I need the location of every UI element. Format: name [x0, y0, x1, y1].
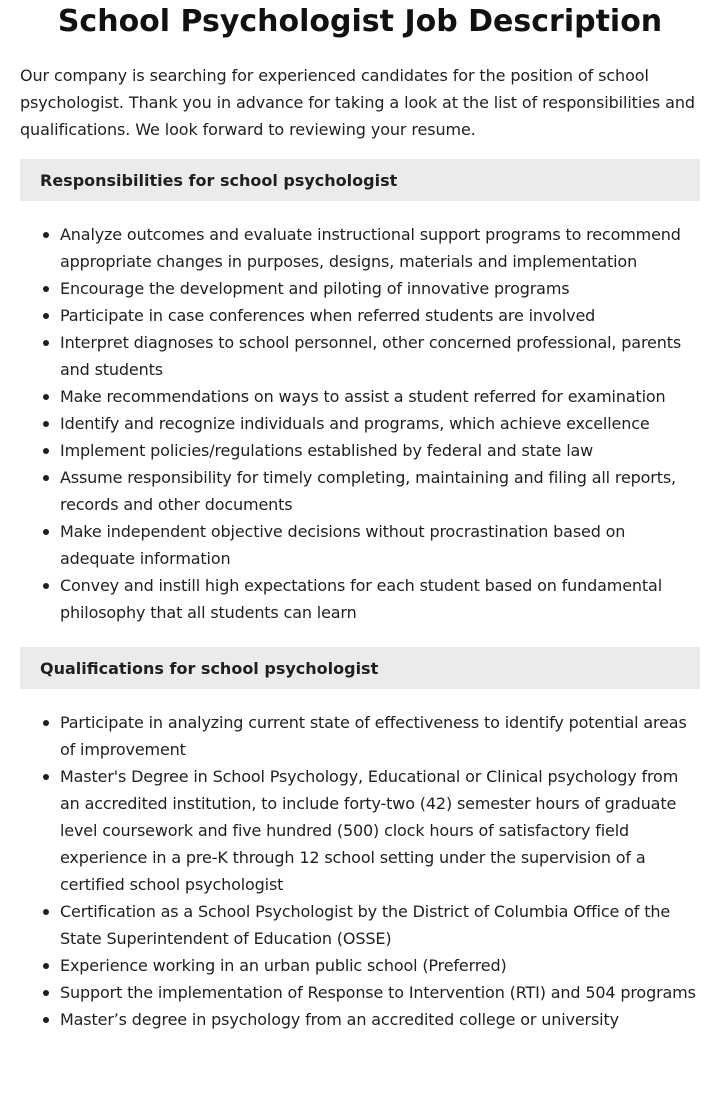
list-item: Participate in case conferences when referred students are involved: [60, 302, 700, 329]
list-item: Identify and recognize individuals and programs, which achieve excellence: [60, 410, 700, 437]
qualifications-list: [20, 709, 700, 1033]
responsibilities-heading-text: Responsibilities for school psychologist: [40, 170, 398, 190]
list-item: Experience working in an urban public school (Preferred): [60, 952, 700, 979]
list-item: Convey and instill high expectations for each student based on fundamental philosophy that all students can learn: [60, 572, 700, 626]
list-item: Make independent objective decisions without procrastination based on adequate information: [60, 518, 700, 572]
list-item: Encourage the development and piloting of innovative programs: [60, 275, 700, 302]
list-item: Certification as a School Psychologist by the District of Columbia Office of the State Superintendent of Education (OSSE): [60, 898, 700, 952]
qualifications-heading-text: Qualifications for school psychologist: [40, 658, 379, 678]
list-item: Make recommendations on ways to assist a student referred for examination: [60, 383, 700, 410]
responsibilities-heading: [20, 159, 700, 201]
list-item: Analyze outcomes and evaluate instructional support programs to recommend appropriate changes in purposes, designs, materials and implementation: [60, 221, 700, 275]
responsibilities-list: [20, 221, 700, 626]
list-item: Implement policies/regulations established by federal and state law: [60, 437, 700, 464]
qualifications-heading: [20, 647, 700, 689]
page-title: School Psychologist Job Description: [57, 4, 663, 39]
list-item: Master’s degree in psychology from an accredited college or university: [60, 1006, 700, 1033]
list-item: Master's Degree in School Psychology, Educational or Clinical psychology from an accredited institution, to include forty-two (42) semester hours of graduate level coursework and five hundred (500) clock hours of satisfactory field experience in a pre-K through 12 school setting under the supervision of a certified school psychologist: [60, 763, 700, 898]
list-item: Support the implementation of Response to Intervention (RTI) and 504 programs: [60, 979, 700, 1006]
intro-paragraph: Our company is searching for experienced candidates for the position of school psychologist. Thank you in advance for taking a look at the list of responsibilities and qualifications. We look forward to reviewing your resume.: [20, 66, 695, 139]
list-item: Participate in analyzing current state of effectiveness to identify potential areas of improvement: [60, 709, 700, 763]
list-item: Interpret diagnoses to school personnel, other concerned professional, parents and students: [60, 329, 700, 383]
list-item: Assume responsibility for timely completing, maintaining and filing all reports, records and other documents: [60, 464, 700, 518]
